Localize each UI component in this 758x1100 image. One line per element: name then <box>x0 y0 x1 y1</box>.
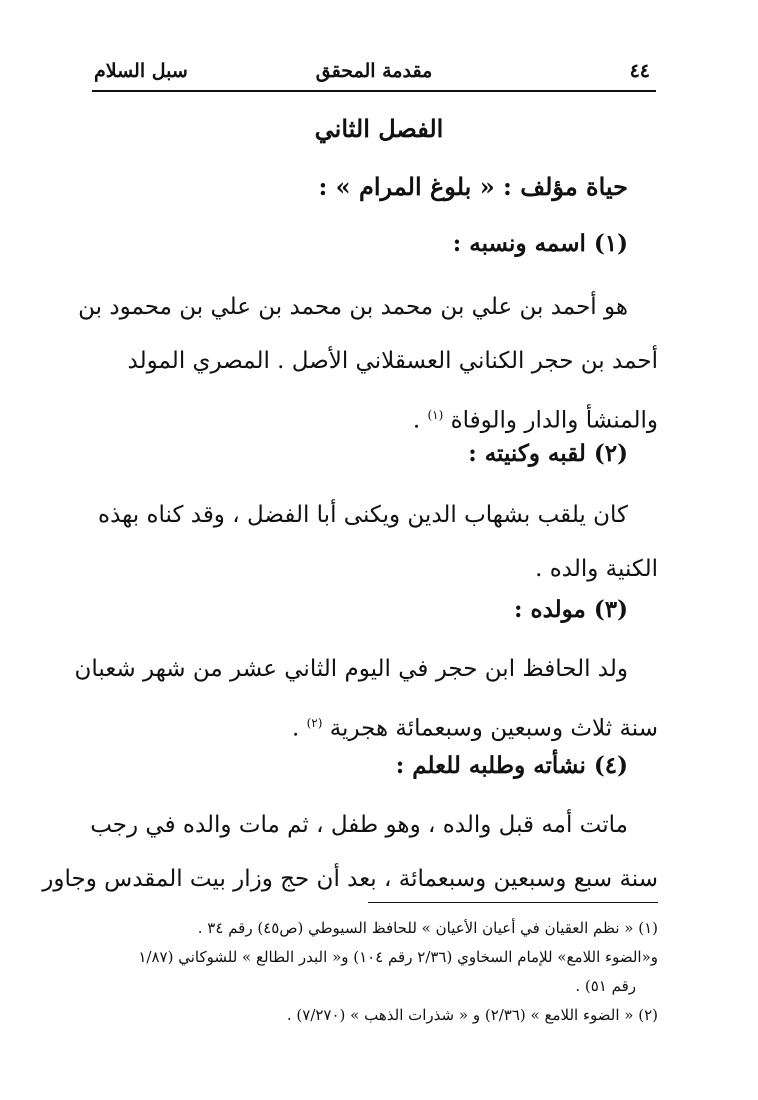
section-heading-birth: (٣) مولده : <box>514 596 628 623</box>
paragraph-line: والمنشأ والدار والوفاة $^{(١)}$ . <box>412 407 658 434</box>
footnote-line: رقم ٥١) . <box>575 977 636 995</box>
footnote-line: (٢) « الضوء اللامع » (٢/٣٦) و « شذرات الذهب » (٧/٢٧٠) . <box>286 1006 658 1024</box>
paragraph-line: هو أحمد بن علي بن محمد بن محمد بن علي بن محمود بن <box>78 294 628 320</box>
paragraph-line: سنة ثلاث وسبعين وسبعمائة هجرية $^{(٢)}$ . <box>291 715 658 742</box>
paragraph-line: الكنية والده . <box>535 556 658 582</box>
footnote-line: (١) « نظم العقيان في أعيان الأعيان » للحافظ السيوطي (ص٤٥) رقم ٣٤ . <box>197 919 658 937</box>
paragraph-birth <box>74 642 658 750</box>
paragraph-upbringing <box>42 798 658 906</box>
main-heading: حياة مؤلف : « بلوغ المرام » : <box>318 172 628 201</box>
paragraph-name-lineage <box>78 280 658 442</box>
footnotes <box>93 914 658 1030</box>
footnote-reference: (١) <box>427 408 444 422</box>
page-number: ٤٤ <box>629 60 650 82</box>
paragraph-title-kunya <box>100 488 658 596</box>
chapter-title: الفصل الثاني <box>314 114 444 143</box>
footnote-reference: (٢) <box>306 716 323 730</box>
paragraph-line: كان يلقب بشهاب الدين ويكنى أبا الفضل ، وقد كناه بهذه <box>98 502 628 528</box>
running-book-title: سبل السلام <box>94 60 188 82</box>
section-heading-title-kunya: (٢) لقبه وكنيته : <box>468 440 628 467</box>
paragraph-line: ماتت أمه قبل والده ، وهو طفل ، ثم مات والده في رجب <box>90 812 628 838</box>
paragraph-line: سنة سبع وسبعين وسبعمائة ، بعد أن حج وزار بيت المقدس وجاور <box>42 866 658 892</box>
footnote-divider <box>368 902 658 903</box>
paragraph-line: أحمد بن حجر الكناني العسقلاني الأصل . المصري المولد <box>127 348 658 374</box>
paragraph-line: ولد الحافظ ابن حجر في اليوم الثاني عشر من شهر شعبان <box>74 656 628 682</box>
footnote-line: و«الضوء اللامع» للإمام السخاوي (٢/٣٦ رقم ١٠٤) و« البدر الطالع » للشوكاني (١/٨٧ <box>138 948 658 966</box>
running-section-title: مقدمة المحقق <box>315 60 433 82</box>
section-heading-name-lineage: (١) اسمه ونسبه : <box>452 230 628 257</box>
page-header <box>92 56 656 92</box>
section-heading-upbringing: (٤) نشأته وطلبه للعلم : <box>395 752 628 779</box>
